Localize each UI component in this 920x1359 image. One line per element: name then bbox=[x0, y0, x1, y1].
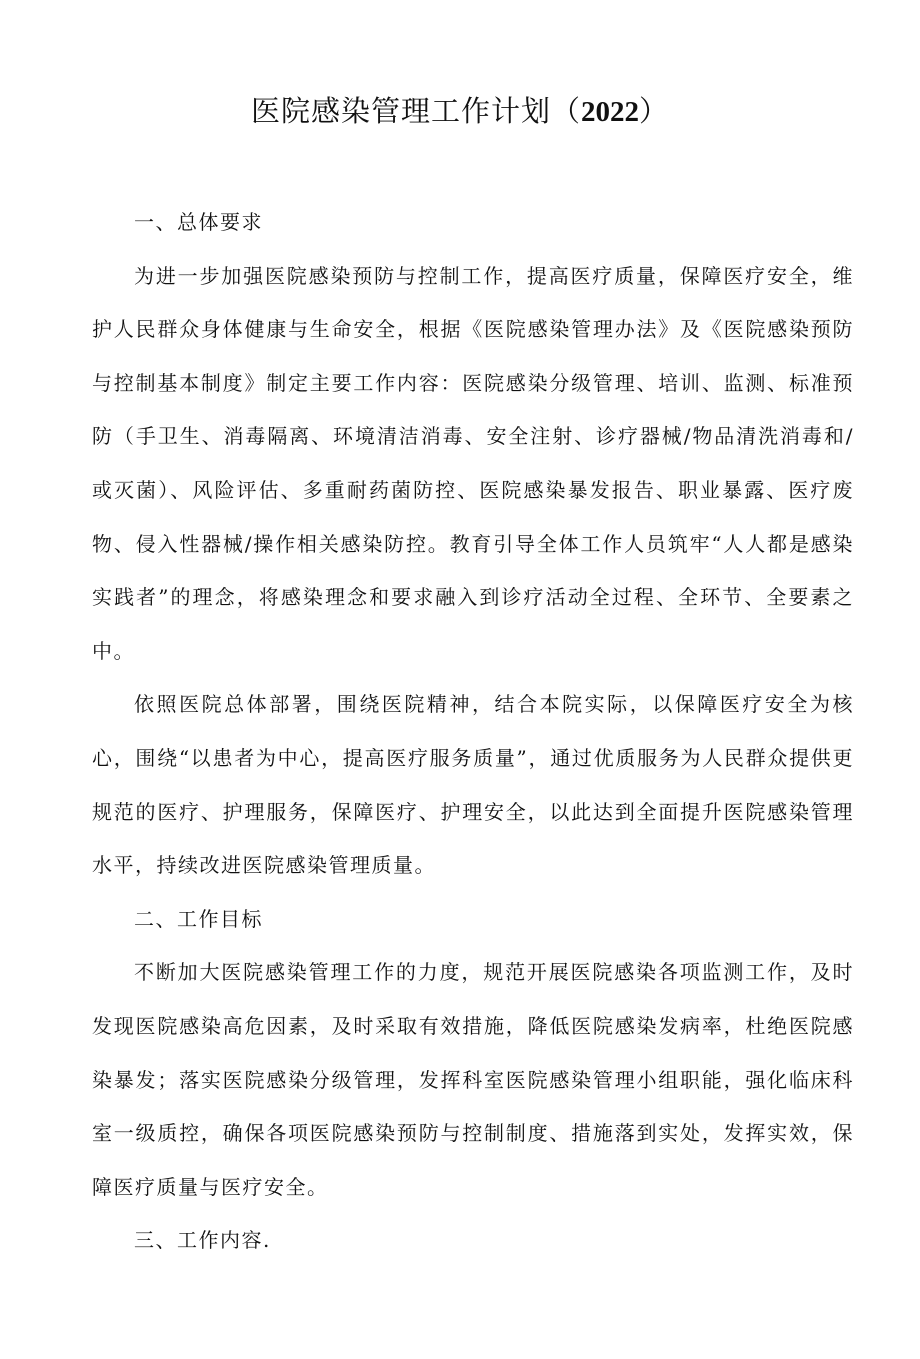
paragraph: 为进一步加强医院感染预防与控制工作，提高医疗质量，保障医疗安全，维护人民群众身体健康与生命安全，根据《医院感染管理办法》及《医院感染预防与控制基本制度》制定主要工作内容：医院感染分级管理、培训、监测、标准预防（手卫生、消毒隔离、环境清洁消毒、安全注射、诊疗器械/物品清洗消毒和/或灭菌）、风险评估、多重耐药菌防控、医院感染暴发报告、职业暴露、医疗废物、侵入性器械/操作相关感染防控。教育引导全体工作人员筑牢“人人都是感染实践者”的理念，将感染理念和要求融入到诊疗活动全过程、全环节、全要素之中。 bbox=[92, 263, 854, 663]
document-body bbox=[92, 196, 854, 1268]
section-heading-1: 一、总体要求 bbox=[134, 210, 263, 234]
paragraph: 依照医院总体部署，围绕医院精神，结合本院实际，以保障医疗安全为核心，围绕“以患者为中心，提高医疗服务质量”，通过优质服务为人民群众提供更规范的医疗、护理服务，保障医疗、护理安全，以此达到全面提升医院感染管理水平，持续改进医院感染管理质量。 bbox=[92, 692, 854, 878]
title-text: 医院感染管理工作计划（ bbox=[250, 94, 581, 128]
paragraph: 不断加大医院感染管理工作的力度，规范开展医院感染各项监测工作，及时发现医院感染高危因素，及时采取有效措施，降低医院感染发病率，杜绝医院感染暴发；落实医院感染分级管理，发挥科室医院感染管理小组职能，强化临床科室一级质控，确保各项医院感染预防与控制制度、措施落到实处，发挥实效，保障医疗质量与医疗安全。 bbox=[92, 960, 854, 1199]
section-heading-3: 三、工作内容. bbox=[134, 1228, 271, 1253]
document-title bbox=[0, 86, 920, 137]
title-end: ） bbox=[639, 94, 670, 128]
title-year: 2022 bbox=[581, 96, 639, 128]
section-heading-2: 二、工作目标 bbox=[134, 906, 263, 931]
